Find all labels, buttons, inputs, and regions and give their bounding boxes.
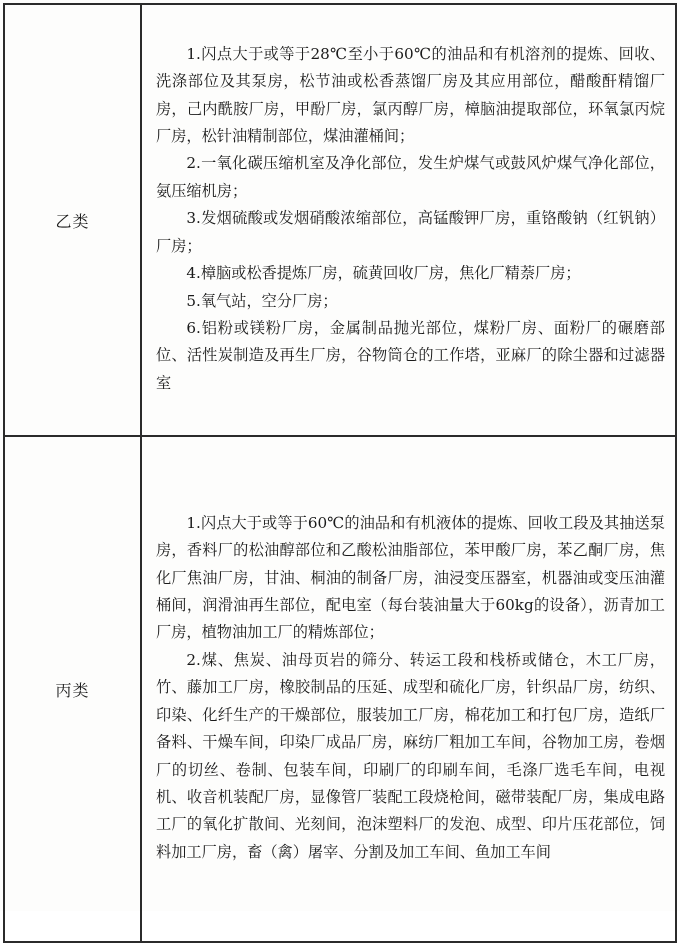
list-item: 5.氧气站，空分厂房；: [186, 291, 338, 310]
hazard-classification-table: [3, 3, 677, 943]
table-row-bing: [4, 436, 676, 942]
list-item: 3.发烟硫酸或发烟硝酸浓缩部位，高锰酸钾厂房，重铬酸钠（红钒钠）厂房；: [156, 209, 665, 255]
list-item: 4.樟脑或松香提炼厂房，硫黄回收厂房，焦化厂精萘厂房；: [186, 264, 581, 283]
list-item: 6.铝粉或镁粉厂房，金属制品抛光部位，煤粉厂房、面粉厂的碾磨部位、活性炭制造及再生厂房，谷物筒仓的工作塔，亚麻厂的除尘器和过滤器室: [156, 318, 665, 392]
category-cell: 乙类: [4, 4, 141, 436]
list-item: 1.闪点大于或等于60℃的油品和有机液体的提炼、回收工段及其抽送泵房，香料厂的松油醇部位和乙酸松油脂部位，苯甲酸厂房，苯乙酮厂房，焦化厂焦油厂房，甘油、桐油的制备厂房，油浸变压器室，机器油或变压油灌桶间，润滑油再生部位，配电室（每台装油量大于60kg的设备），沥青加工厂房，植物油加工厂的精炼部位；: [156, 513, 665, 642]
description-cell: [141, 4, 676, 436]
list-item: 2.一氧化碳压缩机室及净化部位，发生炉煤气或鼓风炉煤气净化部位，氨压缩机房；: [156, 154, 665, 200]
list-item: 2.煤、焦炭、油母页岩的筛分、转运工段和栈桥或储仓，木工厂房，竹、藤加工厂房，橡胶制品的压延、成型和硫化厂房，针织品厂房，纺织、印染、化纤生产的干燥部位，服装加工厂房，棉花加工和打包厂房，造纸厂备料、干燥车间，印染厂成品厂房，麻纺厂粗加工车间，谷物加工房，卷烟厂的切丝、卷制、包装车间，印刷厂的印刷车间，毛涤厂选毛车间，电视机、收音机装配厂房，显像管厂装配工段烧枪间，磁带装配厂房，集成电路工厂的氧化扩散间、光刻间，泡沫塑料厂的发泡、成型、印片压花部位，饲料加工厂房，畜（禽）屠宰、分割及加工车间、鱼加工车间: [156, 650, 665, 861]
category-cell: 丙类: [4, 436, 141, 942]
table-row-yi: [4, 4, 676, 436]
description-cell: [141, 436, 676, 942]
list-item: 1.闪点大于或等于28℃至小于60℃的油品和有机溶剂的提炼、回收、洗涤部位及其泵房，松节油或松香蒸馏厂房及其应用部位，醋酸酐精馏厂房，己内酰胺厂房，甲酚厂房，氯丙醇厂房，樟脑油提取部位，环氧氯丙烷厂房，松针油精制部位，煤油灌桶间；: [156, 44, 665, 146]
